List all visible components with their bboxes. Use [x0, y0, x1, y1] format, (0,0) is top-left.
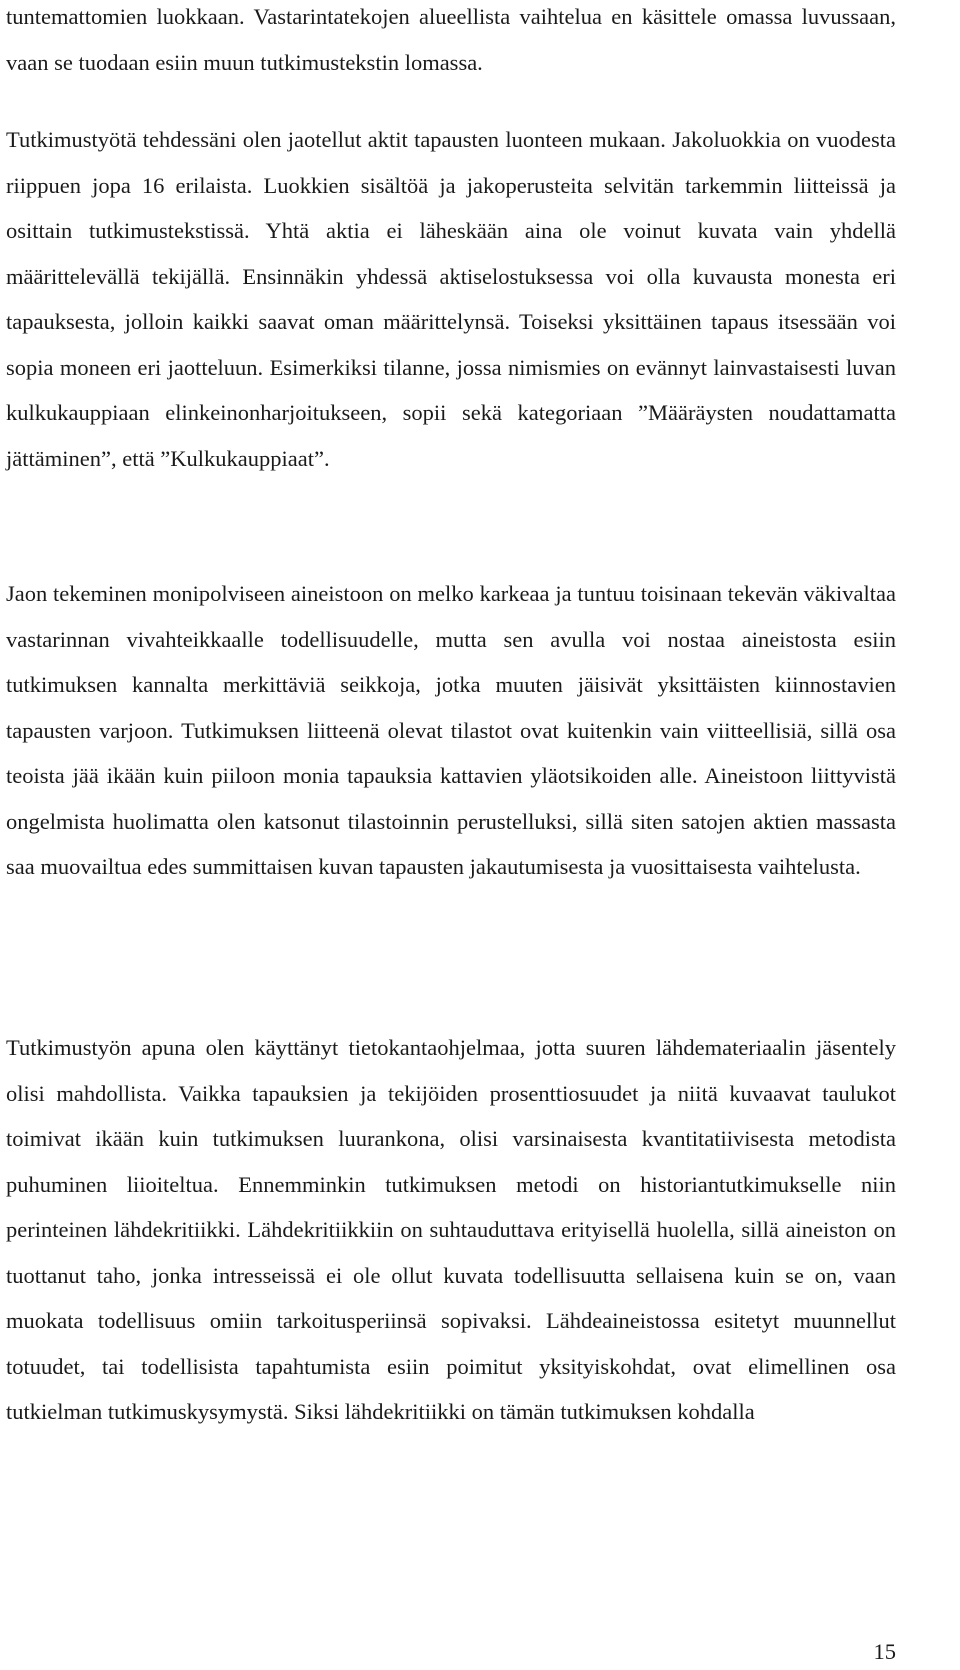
paragraph-classification	[6, 117, 896, 481]
paragraph-4: Tutkimustyön apuna olen käyttänyt tietokantaohjelmaa, jotta suuren lähdemateriaalin jäsentely olisi mahdollista. Vaikka tapauksien ja tekijöiden prosenttiosuudet ja niitä kuvaavat taulukot toimivat ikään kuin tutkimuksen luurankona, olisi varsinaisesta kvantitatiivisesta metodista puhuminen liioiteltua. Ennemminkin tutkimuksen metodi on historiantutkimukselle niin perinteinen lähdekritiikki. Lähdekritiikkiin on suhtauduttava erityisellä huolella, sillä aineiston on tuottanut taho, jonka intresseissä ei ole ollut kuvata todellisuutta sellaisena kuin se on, vaan muokata todellisuus omiin tarkoitusperiinsä sopivaksi. Lähdeaineistossa esitetyt muunnellut totuudet, tai todellisista tapahtumista esiin poimitut yksityiskohdat, ovat elimellinen osa tutkielman tutkimuskysymystä. Siksi lähdekritiikki on tämän tutkimuksen kohdalla	[6, 1035, 896, 1424]
paragraph-continued-text	[6, 0, 896, 85]
page-number: 15	[873, 1639, 896, 1664]
paragraph-3: Jaon tekeminen monipolviseen aineistoon on melko karkeaa ja tuntuu toisinaan tekevän väkivaltaa vastarinnan vivahteikkaalle todellisuudelle, mutta sen avulla voi nostaa aineistosta esiin tutkimuksen kannalta merkittäviä seikkoja, jotka muuten jäisivät yksittäisten kiinnostavien tapausten varjoon. Tutkimuksen liitteenä olevat tilastot ovat kuitenkin vain viitteellisiä, sillä osa teoista jää ikään kuin piiloon monia tapauksia kattavien yläotsikoiden alle. Aineistoon liittyvistä ongelmista huolimatta olen katsonut tilastoinnin perustelluksi, sillä siten satojen aktien massasta saa muovailtua edes summittaisen kuvan tapausten jakautumisesta ja vuosittaisesta vaihtelusta.	[6, 581, 896, 879]
paragraph-2: Tutkimustyötä tehdessäni olen jaotellut aktit tapausten luonteen mukaan. Jakoluokkia on vuodesta riippuen jopa 16 erilaista. Luokkien sisältöä ja jakoperusteita selvitän tarkemmin liitteissä ja osittain tutkimustekstissä. Yhtä aktia ei läheskään aina ole voinut kuvata vain yhdellä määrittelevällä tekijällä. Ensinnäkin yhdessä aktiselostuksessa voi olla kuvausta monesta eri tapauksesta, jolloin kaikki saavat oman määrittelynsä. Toiseksi yksittäinen tapaus itsessään voi sopia moneen eri jaotteluun. Esimerkiksi tilanne, jossa nimismies on evännyt lainvastaisesti luvan kulkukauppiaan elinkeinonharjoitukseen, sopii sekä kategoriaan ”Määräysten noudattamatta jättäminen”, että ”Kulkukauppiaat”.	[6, 127, 896, 471]
paragraph-statistics	[6, 571, 896, 890]
paragraph-method	[6, 1025, 896, 1435]
paragraph-1: tuntemattomien luokkaan. Vastarintatekojen alueellista vaihtelua en käsittele omassa luvussaan, vaan se tuodaan esiin muun tutkimustekstin lomassa.	[6, 4, 896, 75]
